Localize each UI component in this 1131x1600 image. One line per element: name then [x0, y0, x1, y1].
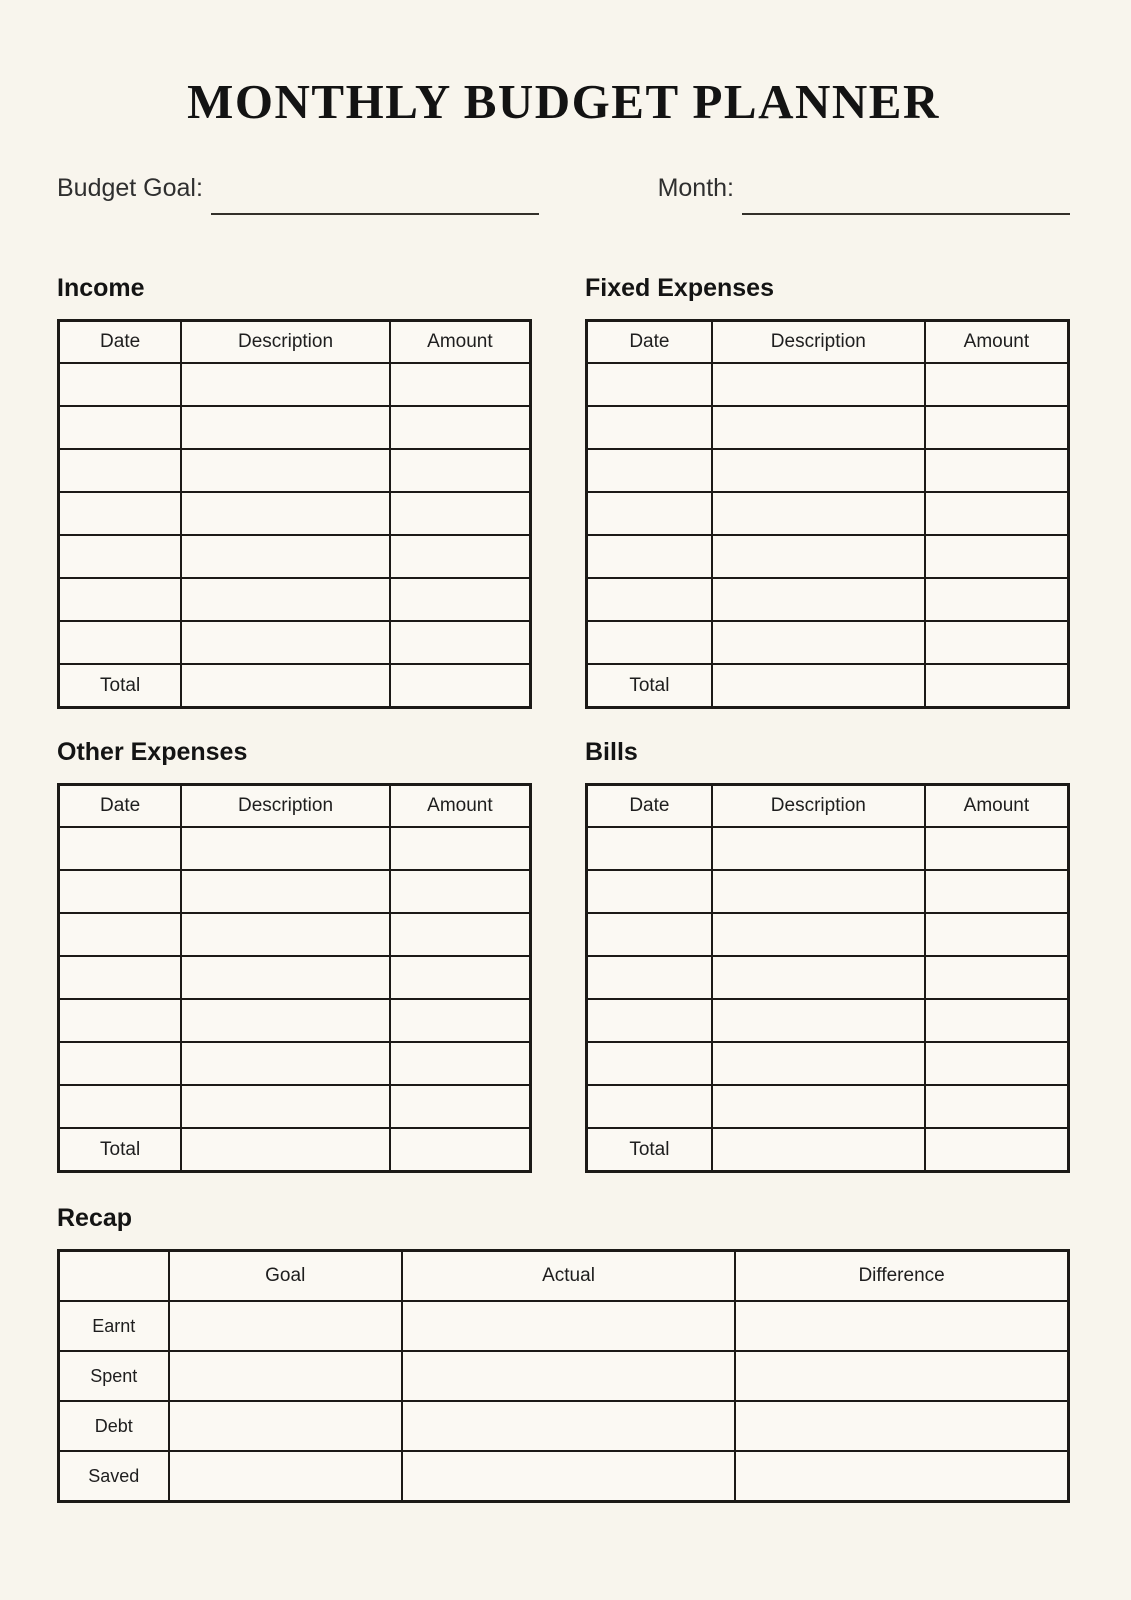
empty-description-cell[interactable]	[181, 1085, 390, 1128]
recap-row-spent	[59, 1351, 1069, 1401]
entry-row	[587, 956, 1069, 999]
other-expenses-section	[57, 737, 532, 1173]
total-row	[59, 664, 531, 708]
total-row	[59, 1128, 531, 1172]
entry-row	[587, 621, 1069, 664]
empty-date-cell[interactable]	[59, 406, 182, 449]
column-header-amount: Amount	[925, 785, 1069, 828]
month-label: Month:	[657, 174, 734, 203]
empty-description-cell[interactable]	[712, 956, 925, 999]
entry-row	[59, 870, 531, 913]
bills-table	[585, 783, 1070, 1173]
entry-row	[587, 492, 1069, 535]
empty-amount-cell[interactable]	[390, 406, 531, 449]
recap-header-row	[59, 1251, 1069, 1302]
entry-header-row	[587, 321, 1069, 364]
entry-row	[59, 913, 531, 956]
header-fields-row	[57, 174, 1070, 203]
entry-row	[59, 363, 531, 406]
total-amount-cell[interactable]	[390, 664, 531, 708]
fixed-expenses-heading: Fixed Expenses	[585, 274, 774, 303]
empty-description-cell[interactable]	[181, 535, 390, 578]
total-row	[587, 664, 1069, 708]
income-heading: Income	[57, 274, 145, 303]
empty-amount-cell[interactable]	[390, 870, 531, 913]
entry-row	[59, 578, 531, 621]
recap-debt-difference-cell[interactable]	[735, 1401, 1068, 1451]
empty-description-cell[interactable]	[181, 913, 390, 956]
entry-row	[587, 1042, 1069, 1085]
empty-amount-cell[interactable]	[390, 956, 531, 999]
empty-date-cell[interactable]	[59, 578, 182, 621]
empty-description-cell[interactable]	[712, 621, 925, 664]
recap-column-actual: Actual	[402, 1251, 735, 1302]
recap-spent-actual-cell[interactable]	[402, 1351, 735, 1401]
empty-amount-cell[interactable]	[925, 363, 1069, 406]
recap-row-label-spent: Spent	[59, 1351, 169, 1401]
empty-description-cell[interactable]	[181, 1042, 390, 1085]
column-header-description: Description	[181, 785, 390, 828]
empty-date-cell[interactable]	[587, 449, 712, 492]
empty-date-cell[interactable]	[587, 621, 712, 664]
entry-row	[59, 449, 531, 492]
budget-planner-page	[57, 74, 1070, 1503]
empty-amount-cell[interactable]	[925, 578, 1069, 621]
entry-header-row	[59, 785, 531, 828]
empty-date-cell[interactable]	[587, 1042, 712, 1085]
empty-date-cell[interactable]	[59, 999, 182, 1042]
recap-heading: Recap	[57, 1204, 133, 1233]
empty-amount-cell[interactable]	[390, 535, 531, 578]
column-header-amount: Amount	[925, 321, 1069, 364]
empty-amount-cell[interactable]	[390, 913, 531, 956]
recap-saved-actual-cell[interactable]	[402, 1451, 735, 1502]
empty-date-cell[interactable]	[587, 363, 712, 406]
entry-row	[587, 449, 1069, 492]
entry-row	[59, 956, 531, 999]
total-label: Total	[587, 1128, 712, 1172]
recap-column-goal: Goal	[169, 1251, 402, 1302]
total-label: Total	[59, 1128, 182, 1172]
recap-spent-difference-cell[interactable]	[735, 1351, 1068, 1401]
empty-description-cell[interactable]	[712, 913, 925, 956]
total-description-cell[interactable]	[712, 1128, 925, 1172]
empty-description-cell[interactable]	[712, 870, 925, 913]
empty-description-cell[interactable]	[181, 406, 390, 449]
recap-column-difference: Difference	[735, 1251, 1068, 1302]
empty-date-cell[interactable]	[587, 956, 712, 999]
empty-date-cell[interactable]	[587, 406, 712, 449]
empty-date-cell[interactable]	[59, 1042, 182, 1085]
empty-amount-cell[interactable]	[925, 827, 1069, 870]
income-table	[57, 319, 532, 709]
entry-row	[587, 999, 1069, 1042]
empty-amount-cell[interactable]	[925, 1042, 1069, 1085]
bills-section	[585, 737, 1070, 1173]
empty-date-cell[interactable]	[587, 578, 712, 621]
empty-date-cell[interactable]	[587, 870, 712, 913]
recap-section	[57, 1203, 1070, 1503]
column-header-description: Description	[181, 321, 390, 364]
empty-amount-cell[interactable]	[925, 870, 1069, 913]
income-section	[57, 273, 532, 709]
other-expenses-heading: Other Expenses	[57, 738, 248, 767]
empty-date-cell[interactable]	[587, 492, 712, 535]
recap-earnt-actual-cell[interactable]	[402, 1301, 735, 1351]
recap-spent-goal-cell[interactable]	[169, 1351, 402, 1401]
total-description-cell[interactable]	[181, 664, 390, 708]
empty-amount-cell[interactable]	[390, 449, 531, 492]
column-header-amount: Amount	[390, 785, 531, 828]
entry-row	[59, 406, 531, 449]
empty-date-cell[interactable]	[59, 913, 182, 956]
recap-debt-actual-cell[interactable]	[402, 1401, 735, 1451]
month-field	[658, 174, 1070, 203]
empty-date-cell[interactable]	[59, 492, 182, 535]
entry-row	[59, 492, 531, 535]
empty-amount-cell[interactable]	[390, 621, 531, 664]
empty-date-cell[interactable]	[587, 827, 712, 870]
total-description-cell[interactable]	[181, 1128, 390, 1172]
other-expenses-table	[57, 783, 532, 1173]
empty-amount-cell[interactable]	[925, 535, 1069, 578]
total-label: Total	[587, 664, 712, 708]
empty-description-cell[interactable]	[712, 449, 925, 492]
entry-row	[587, 870, 1069, 913]
entry-row	[587, 578, 1069, 621]
empty-description-cell[interactable]	[181, 492, 390, 535]
empty-amount-cell[interactable]	[390, 1085, 531, 1128]
empty-date-cell[interactable]	[587, 999, 712, 1042]
empty-description-cell[interactable]	[712, 406, 925, 449]
empty-date-cell[interactable]	[59, 535, 182, 578]
column-header-date: Date	[59, 785, 182, 828]
month-input-line[interactable]	[742, 213, 1070, 215]
fixed-expenses-section	[585, 273, 1070, 709]
empty-description-cell[interactable]	[712, 1085, 925, 1128]
entry-row	[587, 1085, 1069, 1128]
entry-header-row	[59, 321, 531, 364]
empty-amount-cell[interactable]	[925, 492, 1069, 535]
empty-description-cell[interactable]	[181, 999, 390, 1042]
empty-date-cell[interactable]	[59, 870, 182, 913]
recap-saved-difference-cell[interactable]	[735, 1451, 1068, 1502]
total-amount-cell[interactable]	[925, 1128, 1069, 1172]
recap-row-saved	[59, 1451, 1069, 1502]
empty-date-cell[interactable]	[587, 535, 712, 578]
empty-date-cell[interactable]	[587, 1085, 712, 1128]
empty-amount-cell[interactable]	[390, 1042, 531, 1085]
empty-description-cell[interactable]	[181, 621, 390, 664]
empty-date-cell[interactable]	[59, 621, 182, 664]
total-label: Total	[59, 664, 182, 708]
total-description-cell[interactable]	[712, 664, 925, 708]
empty-description-cell[interactable]	[712, 999, 925, 1042]
recap-row-earnt	[59, 1301, 1069, 1351]
total-row	[587, 1128, 1069, 1172]
recap-earnt-difference-cell[interactable]	[735, 1301, 1068, 1351]
empty-description-cell[interactable]	[181, 449, 390, 492]
recap-corner-cell	[59, 1251, 169, 1302]
entry-row	[587, 406, 1069, 449]
fixed-expenses-table	[585, 319, 1070, 709]
entry-row	[59, 535, 531, 578]
empty-description-cell[interactable]	[712, 535, 925, 578]
empty-amount-cell[interactable]	[925, 956, 1069, 999]
recap-row-debt	[59, 1401, 1069, 1451]
entry-row	[587, 363, 1069, 406]
entry-header-row	[587, 785, 1069, 828]
recap-debt-goal-cell[interactable]	[169, 1401, 402, 1451]
empty-description-cell[interactable]	[181, 578, 390, 621]
column-header-date: Date	[59, 321, 182, 364]
column-header-date: Date	[587, 785, 712, 828]
empty-amount-cell[interactable]	[925, 449, 1069, 492]
recap-table	[57, 1249, 1070, 1503]
entry-row	[587, 827, 1069, 870]
recap-earnt-goal-cell[interactable]	[169, 1301, 402, 1351]
entry-row	[587, 913, 1069, 956]
empty-date-cell[interactable]	[59, 956, 182, 999]
budget-goal-input-line[interactable]	[211, 213, 539, 215]
column-header-date: Date	[587, 321, 712, 364]
empty-description-cell[interactable]	[712, 827, 925, 870]
entry-row	[59, 621, 531, 664]
empty-description-cell[interactable]	[712, 363, 925, 406]
recap-saved-goal-cell[interactable]	[169, 1451, 402, 1502]
entry-tables-grid	[57, 273, 1070, 1173]
empty-description-cell[interactable]	[712, 492, 925, 535]
page-title: MONTHLY BUDGET PLANNER	[187, 74, 940, 129]
empty-amount-cell[interactable]	[390, 492, 531, 535]
budget-goal-label: Budget Goal:	[57, 174, 203, 203]
entry-row	[59, 1085, 531, 1128]
empty-amount-cell[interactable]	[925, 406, 1069, 449]
empty-date-cell[interactable]	[59, 1085, 182, 1128]
budget-goal-field	[57, 174, 539, 203]
empty-amount-cell[interactable]	[390, 827, 531, 870]
total-amount-cell[interactable]	[925, 664, 1069, 708]
empty-amount-cell[interactable]	[925, 999, 1069, 1042]
empty-date-cell[interactable]	[587, 913, 712, 956]
empty-description-cell[interactable]	[712, 578, 925, 621]
recap-row-label-debt: Debt	[59, 1401, 169, 1451]
entry-row	[59, 1042, 531, 1085]
empty-amount-cell[interactable]	[925, 621, 1069, 664]
bills-heading: Bills	[585, 738, 638, 767]
entry-row	[59, 999, 531, 1042]
empty-description-cell[interactable]	[181, 827, 390, 870]
empty-amount-cell[interactable]	[390, 363, 531, 406]
empty-amount-cell[interactable]	[390, 578, 531, 621]
empty-description-cell[interactable]	[712, 1042, 925, 1085]
empty-date-cell[interactable]	[59, 363, 182, 406]
empty-amount-cell[interactable]	[925, 913, 1069, 956]
column-header-description: Description	[712, 785, 925, 828]
column-header-description: Description	[712, 321, 925, 364]
empty-date-cell[interactable]	[59, 827, 182, 870]
empty-amount-cell[interactable]	[925, 1085, 1069, 1128]
empty-date-cell[interactable]	[59, 449, 182, 492]
entry-row	[587, 535, 1069, 578]
total-amount-cell[interactable]	[390, 1128, 531, 1172]
empty-amount-cell[interactable]	[390, 999, 531, 1042]
recap-row-label-saved: Saved	[59, 1451, 169, 1502]
recap-row-label-earnt: Earnt	[59, 1301, 169, 1351]
entry-row	[59, 827, 531, 870]
column-header-amount: Amount	[390, 321, 531, 364]
empty-description-cell[interactable]	[181, 363, 390, 406]
empty-description-cell[interactable]	[181, 956, 390, 999]
empty-description-cell[interactable]	[181, 870, 390, 913]
